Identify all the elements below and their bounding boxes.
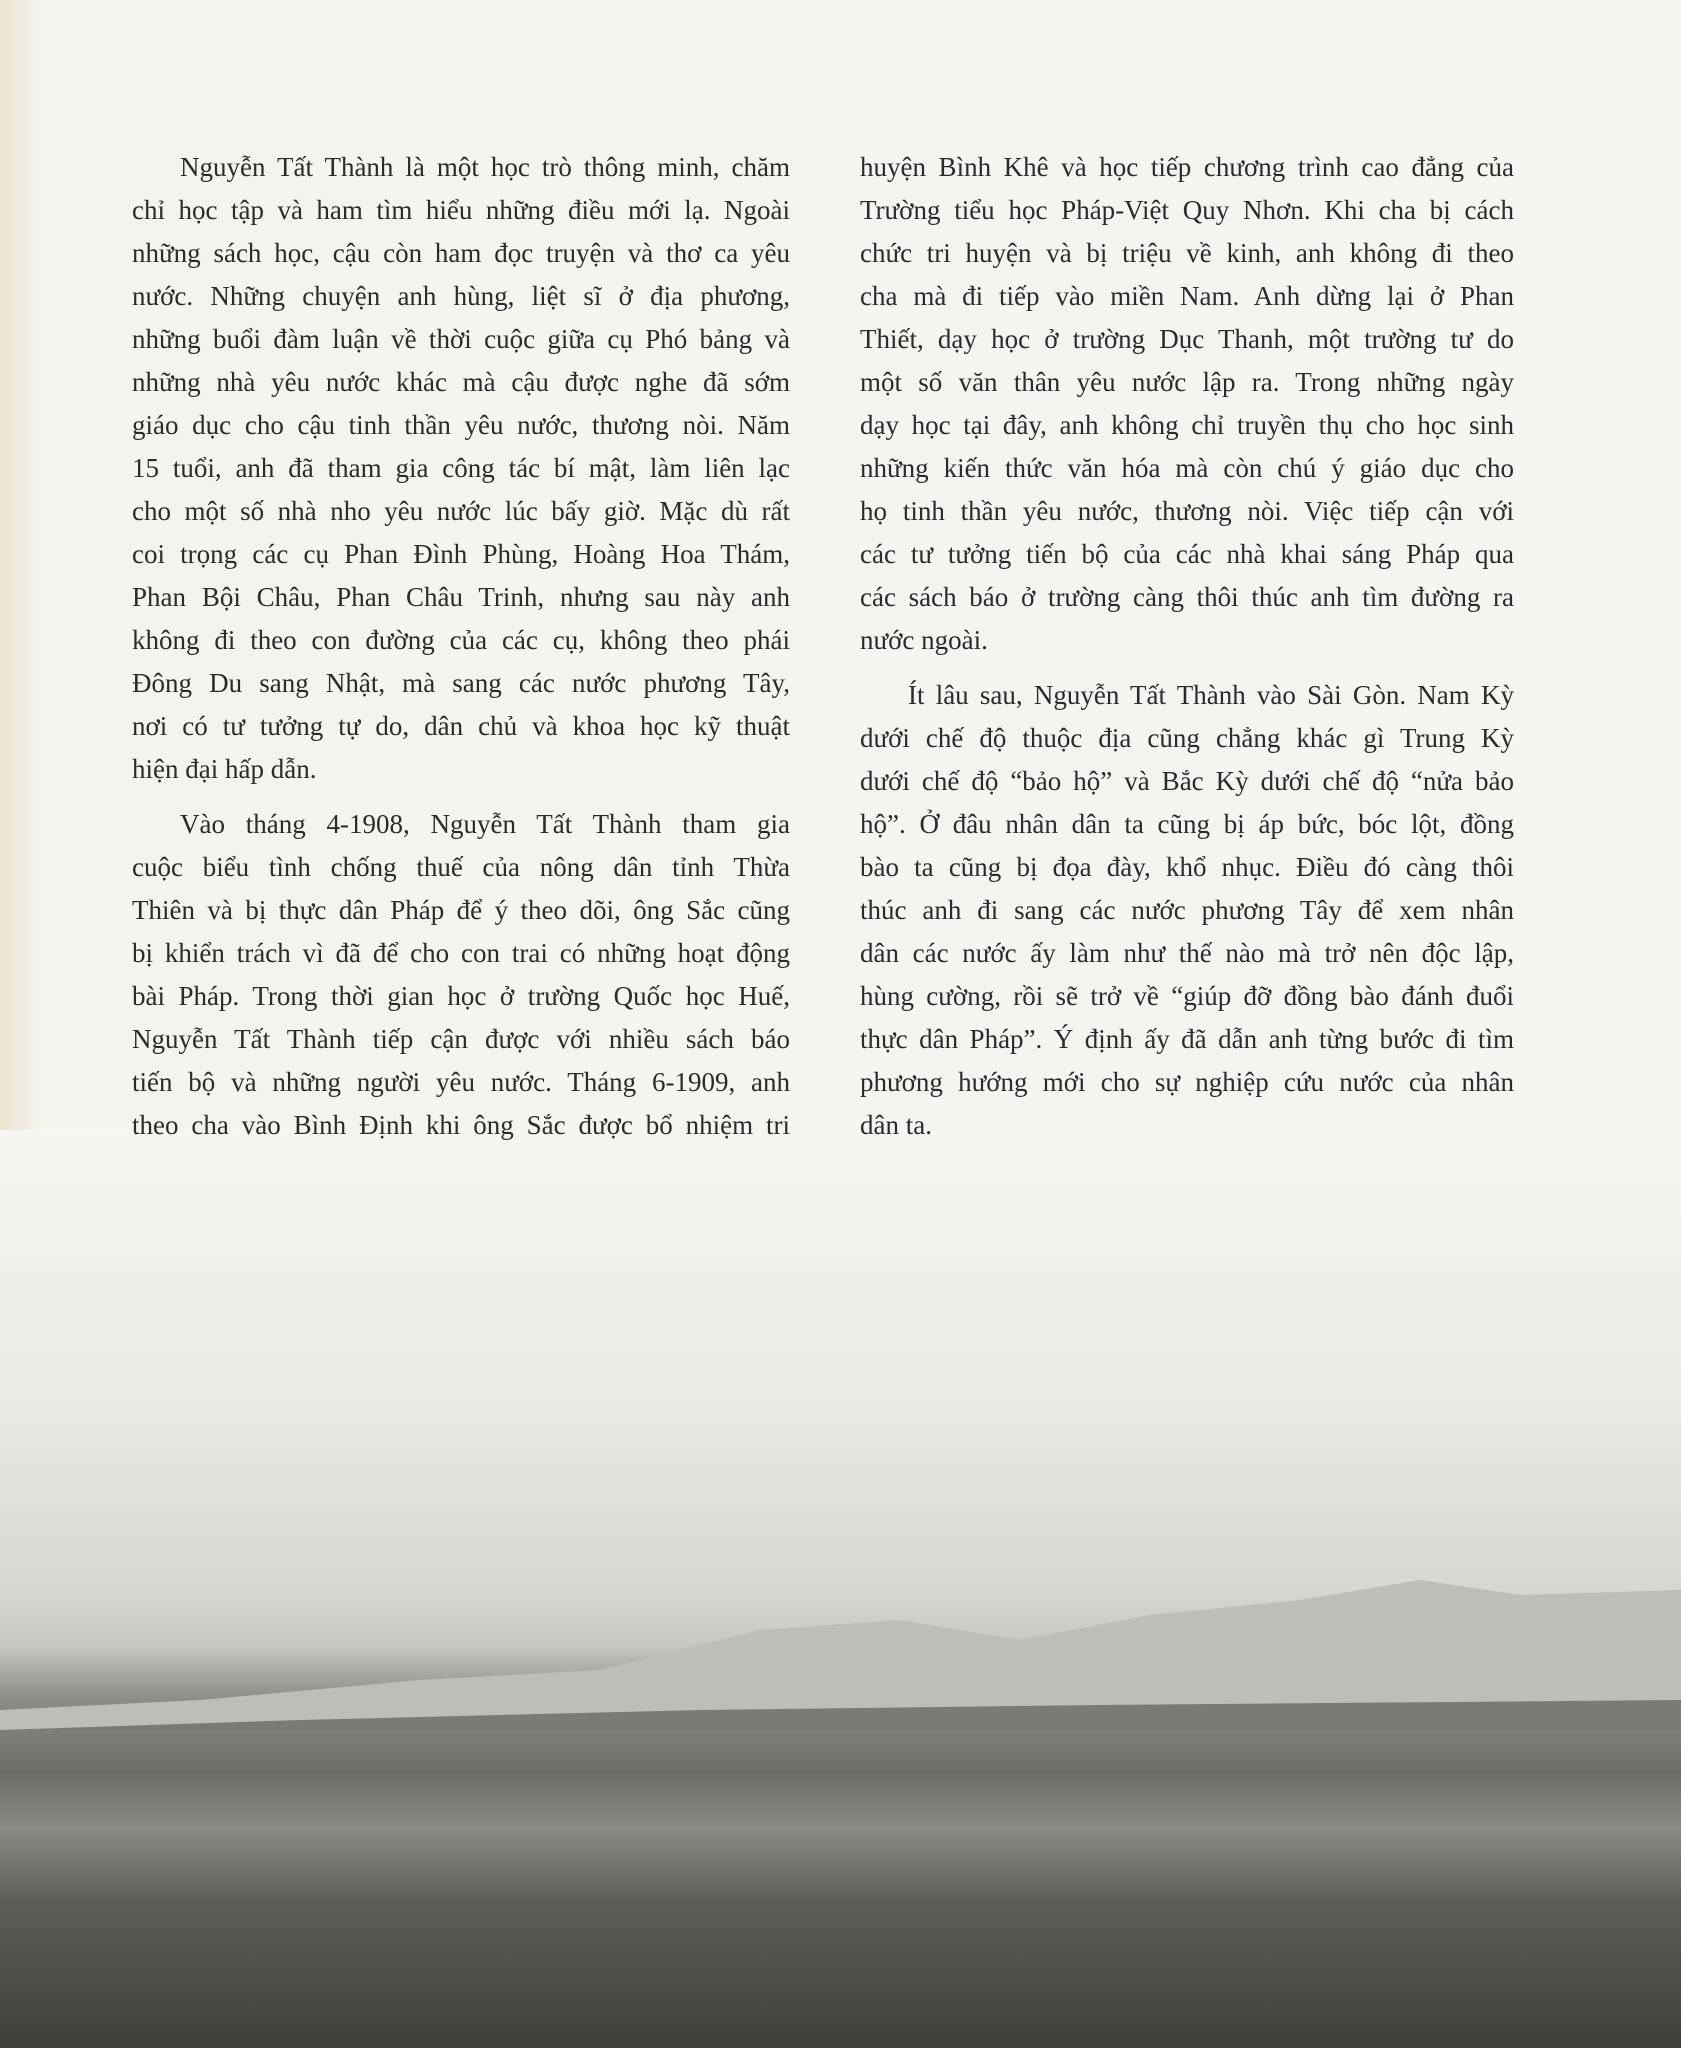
text-line: những kiến thức văn hóa mà còn chú ý giáo dục cho	[860, 453, 1514, 483]
text-line: cha mà đi tiếp vào miền Nam. Anh dừng lại ở Phan	[860, 281, 1514, 311]
paragraph	[132, 146, 790, 791]
text-line: Nguyễn Tất Thành tiếp cận được với nhiều sách báo	[132, 1024, 790, 1054]
text-line: nơi có tư tưởng tự do, dân chủ và khoa học kỹ thuật	[132, 711, 790, 741]
text-line: 15 tuổi, anh đã tham gia công tác bí mật, làm liên lạc	[132, 453, 790, 483]
text-line: bị khiển trách vì đã để cho con trai có những hoạt động	[132, 938, 790, 968]
text-line: theo cha vào Bình Định khi ông Sắc được bổ nhiệm tri	[132, 1110, 790, 1140]
text-line: hiện đại hấp dẫn.	[132, 754, 317, 784]
text-line: những sách học, cậu còn ham đọc truyện và thơ ca yêu	[132, 238, 790, 268]
text-column-left	[132, 146, 790, 1159]
text-line: Ít lâu sau, Nguyễn Tất Thành vào Sài Gòn. Nam Kỳ	[908, 680, 1514, 710]
text-line: dân các nước ấy làm như thế nào mà trở nên độc lập,	[860, 938, 1514, 968]
text-line: Phan Bội Châu, Phan Châu Trinh, nhưng sau này anh	[132, 582, 790, 612]
text-line: huyện Bình Khê và học tiếp chương trình cao đẳng của	[860, 152, 1514, 182]
text-line: hộ”. Ở đâu nhân dân ta cũng bị áp bức, bóc lột, đồng	[860, 809, 1514, 839]
text-line: cho một số nhà nho yêu nước lúc bấy giờ. Mặc dù rất	[132, 496, 790, 526]
text-line: bào ta cũng bị đọa đày, khổ nhục. Điều đó càng thôi	[860, 852, 1514, 882]
paragraph	[860, 674, 1514, 1147]
text-line: họ tinh thần yêu nước, thương nòi. Việc tiếp cận với	[860, 496, 1514, 526]
text-line: Đông Du sang Nhật, mà sang các nước phương Tây,	[132, 668, 790, 698]
text-line: các sách báo ở trường càng thôi thúc anh tìm đường ra	[860, 582, 1514, 612]
text-line: những nhà yêu nước khác mà cậu được nghe đã sớm	[132, 367, 790, 397]
text-line: coi trọng các cụ Phan Đình Phùng, Hoàng Hoa Thám,	[132, 539, 790, 569]
text-line: dân ta.	[860, 1110, 932, 1140]
text-line: thúc anh đi sang các nước phương Tây để xem nhân	[860, 895, 1514, 925]
text-line: giáo dục cho cậu tinh thần yêu nước, thương nòi. Năm	[132, 410, 790, 440]
text-line: một số văn thân yêu nước lập ra. Trong những ngày	[860, 367, 1514, 397]
text-line: Trường tiểu học Pháp-Việt Quy Nhơn. Khi cha bị cách	[860, 195, 1514, 225]
text-line: không đi theo con đường của các cụ, không theo phái	[132, 625, 790, 655]
text-line: dưới chế độ “bảo hộ” và Bắc Kỳ dưới chế độ “nửa bảo	[860, 766, 1514, 796]
text-line: tiến bộ và những người yêu nước. Tháng 6-1909, anh	[132, 1067, 790, 1097]
text-line: những buổi đàm luận về thời cuộc giữa cụ Phó bảng và	[132, 324, 790, 354]
mountain-silhouette	[0, 1560, 1681, 1730]
paragraph	[860, 146, 1514, 662]
text-line: Nguyễn Tất Thành là một học trò thông minh, chăm	[180, 152, 790, 182]
text-line: Thiên và bị thực dân Pháp để ý theo dõi, ông Sắc cũng	[132, 895, 790, 925]
text-line: cuộc biểu tình chống thuế của nông dân tỉnh Thừa	[132, 852, 790, 882]
text-line: chỉ học tập và ham tìm hiểu những điều mới lạ. Ngoài	[132, 195, 790, 225]
text-line: hùng cường, rồi sẽ trở về “giúp đỡ đồng bào đánh đuổi	[860, 981, 1514, 1011]
text-column-right	[860, 146, 1514, 1159]
text-line: chức tri huyện và bị triệu về kinh, anh không đi theo	[860, 238, 1514, 268]
text-line: nước. Những chuyện anh hùng, liệt sĩ ở địa phương,	[132, 281, 790, 311]
text-line: bài Pháp. Trong thời gian học ở trường Quốc học Huế,	[132, 981, 790, 1011]
text-line: dạy học tại đây, anh không chỉ truyền thụ cho học sinh	[860, 410, 1514, 440]
text-line: thực dân Pháp”. Ý định ấy đã dẫn anh từng bước đi tìm	[860, 1024, 1514, 1054]
text-line: dưới chế độ thuộc địa cũng chẳng khác gì Trung Kỳ	[860, 723, 1514, 753]
text-line: Vào tháng 4-1908, Nguyễn Tất Thành tham gia	[180, 809, 790, 839]
text-line: phương hướng mới cho sự nghiệp cứu nước của nhân	[860, 1067, 1514, 1097]
paragraph	[132, 803, 790, 1147]
text-line: nước ngoài.	[860, 625, 988, 655]
text-line: Thiết, dạy học ở trường Dục Thanh, một trường tư do	[860, 324, 1514, 354]
text-line: các tư tưởng tiến bộ của các nhà khai sáng Pháp qua	[860, 539, 1514, 569]
